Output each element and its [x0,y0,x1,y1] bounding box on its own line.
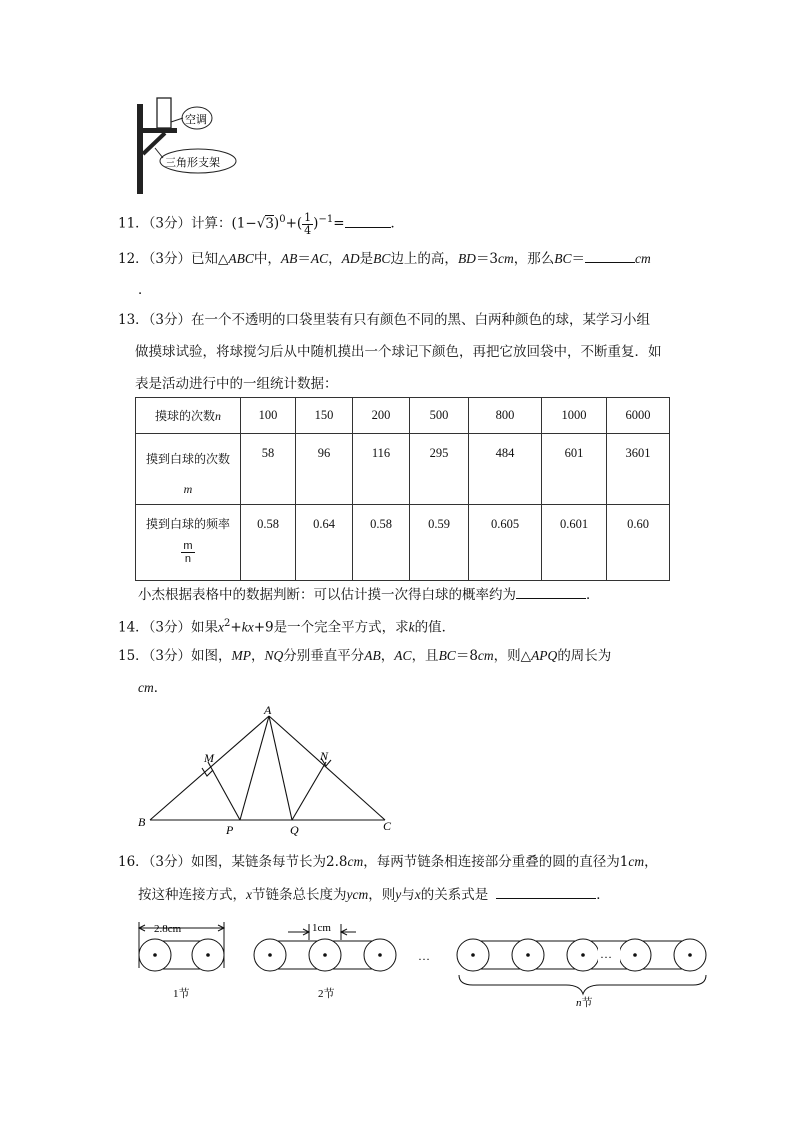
table-row [136,398,670,434]
exp-neg-one: −1 [318,214,334,225]
q15-prefix: 15．（3分）如图， [118,648,232,664]
question-16-line1 [118,852,658,872]
q14-x2: x [247,619,254,635]
q15-cm: cm [477,648,494,663]
q16-line1-prefix: 16．（3分）如图，某链条每节长为2.8 [118,854,348,870]
table-cell: 58 [241,434,296,505]
row-label: 摸球的次数 [154,409,215,423]
table-row [136,505,670,581]
chain-length-label: 2.8cm [154,923,182,935]
q15-line2-cm: cm [138,680,154,695]
answer-blank-16[interactable] [496,884,596,899]
q12-t3: 是 [359,251,374,267]
table-cell: 0.58 [353,505,410,581]
frac-den: 4 [304,223,312,237]
question-13-line1: 13．（3分）在一个不透明的口袋里装有只有颜色不同的黑、白两种颜色的球，某学习小组 [118,312,651,328]
question-11 [118,210,404,237]
label-m: M [204,751,214,765]
q16-y2: y [395,887,402,902]
bracket-label: 三角形支架 [165,156,220,169]
q15-mp: MP [231,648,252,663]
frac-den: n [184,553,192,565]
chain-figure [128,912,718,1012]
label-p: P [226,823,234,837]
q16-x2: x [414,887,421,902]
caption-1: 1节 [173,988,190,1000]
question-12 [118,248,651,269]
q12-abc: ABC [228,251,254,266]
table-cell: 6000 [607,398,670,434]
q12-eq2: ＝ [571,251,586,267]
question-13-conclusion [138,584,600,605]
q11-eq: = [333,215,345,232]
table-cell: 484 [469,434,542,505]
caption-n [576,995,593,1009]
row-var: n [215,409,221,423]
q16-cm3: cm [352,887,369,902]
q16-line2-t1: 节链条总长度为 [252,887,347,903]
q12-t2: ， [328,251,342,267]
table-cell: 150 [296,398,353,434]
table-row [136,434,670,505]
table-cell: 100 [241,398,296,434]
q16-line2-t3: 与 [401,887,415,903]
q12-bc: BC [373,251,391,266]
q12-eq1: ＝ [297,251,311,267]
q12-ab: AB [280,251,298,266]
q15-t2: 分别垂直平分 [283,648,365,664]
question-13-line2: 做摸球试验，将球搅匀后从中随机摸出一个球记下颜色，再把它放回袋中，不断重复．如 [135,344,662,360]
row-var: m [183,482,193,496]
q16-cm1: cm [347,854,364,869]
question-15-line2 [138,678,167,698]
question-14 [118,614,455,638]
table-cell: 500 [410,398,469,434]
q15-apq: APQ [531,648,558,663]
table-cell: 96 [296,434,353,505]
sqrt-sign: √ [256,215,266,232]
q12-t1: 中， [253,251,281,267]
q15-t4: ，且 [411,648,439,664]
overlap-label: 1cm [312,922,331,934]
q16-line2-end: ． [596,887,610,903]
q15-ab: AB [364,648,381,663]
q12-ad: AD [341,251,360,266]
q11-plus: +( [285,215,303,232]
q14-x: x [218,619,225,635]
q11-expr-b: ) [273,215,280,232]
frac-num: m [183,540,193,552]
q15-t3: ， [380,648,395,664]
table-cell: 601 [542,434,607,505]
caption-n-var: n [576,997,582,1009]
exp-zero: 0 [279,214,286,225]
caption-n-suffix: 节 [581,997,593,1009]
row-header-freq [136,505,241,581]
q14-prefix: 14．（3分）如果 [118,619,219,636]
question-13-line3: 表是活动进行中的一组统计数据： [135,376,338,392]
table-cell: 0.605 [469,505,542,581]
q14-sup: 2 [224,618,231,629]
q16-line2-t4: 的关系式是 [420,887,489,903]
q16-cm2: cm [628,854,645,869]
q16-line2-prefix: 按这种连接方式， [138,887,246,903]
q13-conclusion-end: ． [586,587,600,603]
q11-end: ． [390,215,404,232]
q16-x: x [246,887,252,902]
table-cell: 800 [469,398,542,434]
q11-prompt: 11．（3分）计算： [118,215,232,232]
ac-label: 空调 [185,113,207,126]
label-b: B [138,815,146,829]
fraction-m-over-n [181,540,194,565]
q12-prefix: 12．（3分）已知△ [118,251,229,267]
ac-bracket-figure [125,92,245,200]
q12-bd: BD [457,251,476,266]
table-cell: 1000 [542,398,607,434]
ellipsis-2: … [600,947,612,961]
q16-y: y [346,887,353,902]
q13-conclusion-text: 小杰根据表格中的数据判断：可以估计摸一次得白球的概率约为 [138,587,516,603]
label-c: C [383,819,392,833]
q14-k: k [241,619,248,635]
q15-bc: BC [438,648,456,663]
q12-cm1: cm [498,251,514,266]
question-15 [118,646,611,666]
question-16-line2 [138,884,610,905]
q16-line1-end: ， [644,854,658,870]
label-a: A [264,704,272,717]
q12-ac: AC [310,251,329,266]
q12-t6: ，那么 [513,251,555,267]
q15-nq: NQ [264,648,284,663]
sqrt-arg: 3 [265,215,274,232]
q15-t5: ＝8 [455,648,478,664]
row-header-n [136,398,241,434]
q12-t4: 边上的高， [390,251,458,267]
stats-table [135,397,670,581]
q15-t6: ，则△ [493,648,532,664]
answer-blank-12[interactable] [585,248,635,263]
triangle-figure [130,704,410,840]
q12-t5: ＝3 [475,251,499,267]
q12-cm2: cm [635,251,651,266]
q15-t7: 的周长为 [557,648,612,664]
fraction-one-quarter [302,212,313,237]
answer-blank-11[interactable] [345,213,391,228]
q16-line2-t2: ，则 [368,887,396,903]
table-cell: 0.58 [241,505,296,581]
q16-line1-mid: ，每两节链条相连接部分重叠的圆的直径为1 [363,854,629,870]
row-label: 摸到白球的频率 [145,517,230,531]
table-cell: 116 [353,434,410,505]
label-q: Q [290,823,299,837]
q14-plus: + [230,619,242,636]
table-cell: 0.64 [296,505,353,581]
table-cell: 3601 [607,434,670,505]
row-header-m [136,434,241,505]
table-cell: 0.601 [542,505,607,581]
q14-post: +9是一个完全平方式，求 [253,619,409,636]
q15-t1: ， [251,648,265,664]
table-cell: 0.60 [607,505,670,581]
answer-blank-13[interactable] [516,584,586,599]
q15-line2-end: ． [153,680,168,696]
table-cell: 0.59 [410,505,469,581]
q11-expr-a: (1− [231,215,257,232]
caption-2: 2节 [318,988,335,1000]
q11-expr-c: ) [313,215,319,232]
table-cell: 295 [410,434,469,505]
label-n: N [320,749,329,763]
q15-ac: AC [394,648,412,663]
q14-end: 的值． [414,619,456,636]
q12-bc2: BC [554,251,572,266]
table-cell: 200 [353,398,410,434]
q14-k2: k [408,619,415,635]
frac-num: 1 [304,210,312,224]
row-label: 摸到白球的次数 [145,452,230,466]
ellipsis-1: … [418,949,430,963]
question-12-end: ． [138,282,152,298]
